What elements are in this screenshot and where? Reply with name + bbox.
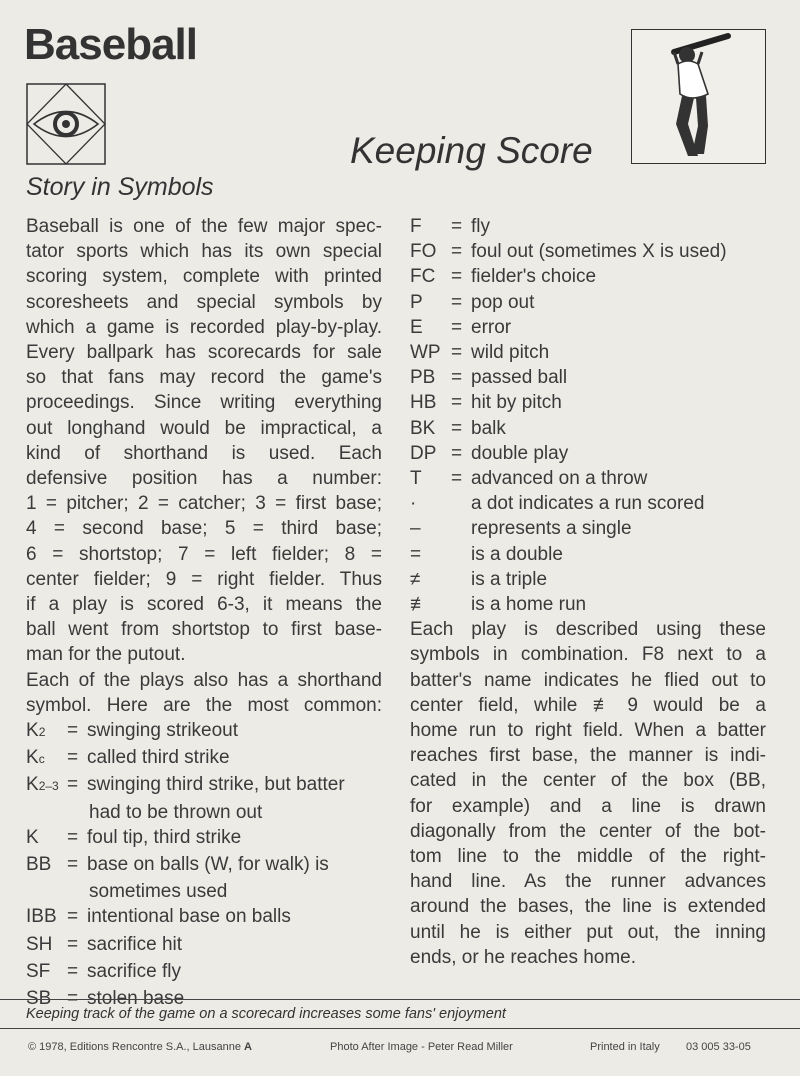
text-line: scoresheets and special symbols by [26,291,382,313]
symbol-code: SF [26,960,51,982]
text-line: batter's name indicates he flied out to [410,669,766,691]
text-line: hand line. As the runner advances [410,871,766,893]
symbol-code: FC [410,266,436,288]
symbol-row [410,441,766,466]
batter-photo [631,29,766,164]
symbol-row [410,390,766,415]
symbol-code: SH [26,933,53,955]
text-line: symbols in combination. F8 next to a [410,644,766,666]
symbol-row [26,852,382,879]
text-line: ball went from shortstop to first base- [26,619,382,641]
symbol-row [410,340,766,365]
symbol-row [26,718,382,745]
section-heading: Story in Symbols [26,173,214,201]
mark-row [410,516,766,541]
symbol-continuation: had to be thrown out [89,801,263,823]
equals-sign: = [451,216,463,237]
symbol-code: SB [26,988,52,1010]
text-line: Each play is described using these [410,619,766,641]
symbol-definition: intentional base on balls [87,906,291,928]
text-line: center fielder; 9 = right fielder. Thus [26,568,382,590]
text-line: until he is either put out, the inning [410,921,766,943]
symbol-definition: balk [471,417,506,439]
mark-row [410,567,766,592]
equals-sign: = [451,392,463,414]
symbol-definition: called third strike [87,747,230,769]
symbol-code: Kc [26,747,45,769]
symbol-definition: stolen base [87,988,185,1010]
card-title: Baseball [24,20,197,69]
symbol-row [410,416,766,441]
text-line: out longhand would be impractical, a [26,417,382,439]
equals-sign: = [67,826,79,848]
symbol-code: PB [410,367,436,389]
text-line: Baseball is one of the few major spec- [26,216,382,237]
text-line: defensive position has a number: [26,468,382,490]
mark-list [410,491,766,617]
symbol-definition: foul out (sometimes X is used) [471,241,727,263]
equals-sign: = [67,854,79,876]
text-line: around the bases, the line is extended [410,896,766,918]
caption-bottom-rule [0,1028,800,1029]
equals-sign: = [451,241,463,263]
symbol-code: K [26,826,39,848]
card-subtitle: Keeping Score [350,130,593,171]
footer-mark: A [244,1041,252,1053]
symbol-code: K2–3 [26,774,59,796]
symbol-row [410,466,766,491]
symbol-code: WP [410,342,441,364]
footer-photo-credit: Photo After Image - Peter Read Miller [330,1041,513,1053]
symbol-code: T [410,468,422,490]
single-line-symbol: – [410,518,421,540]
equals-sign: = [67,933,79,955]
home-run-symbol: ≢ [410,594,429,616]
text-line: tom line to the middle of the right- [410,846,766,868]
symbol-code: BB [26,854,52,876]
symbol-definition: passed ball [471,367,568,389]
batter-silhouette-icon [632,30,765,163]
text-line: man for the putout. [26,644,186,666]
explanation-paragraph [410,617,766,970]
text-line: 4 = second base; 5 = third base; [26,518,382,540]
equals-sign: = [67,960,79,982]
symbol-code: IBB [26,906,57,928]
symbol-definition: error [471,316,512,338]
symbol-row [410,239,766,264]
symbol-definition: advanced on a throw [471,468,648,490]
footer-printed: Printed in Italy [590,1041,660,1053]
text-line: Every ballpark has scorecards for sale [26,342,382,364]
double-line-symbol: = [410,543,422,565]
symbol-row [26,825,382,852]
equals-sign: = [451,442,463,464]
triple-line-symbol: ≠ [410,568,421,590]
symbol-definition: base on balls (W, for walk) is [87,854,329,876]
equals-sign: = [451,291,463,313]
footer-code: 03 005 33-05 [686,1041,751,1053]
symbol-list-right [410,214,766,491]
text-line: 1 = pitcher; 2 = catcher; 3 = first base; [26,493,382,515]
symbol-code: P [410,291,423,313]
symbol-definition: pop out [471,291,535,313]
text-line: which a game is recorded play-by-play. [26,316,382,338]
caption-top-rule [0,999,800,1000]
left-column [26,214,382,1013]
mark-row [410,592,766,617]
text-line: ends, or he reaches home. [410,946,637,968]
symbol-definition: foul tip, third strike [87,826,242,848]
symbol-code: F [410,216,422,237]
equals-sign: = [451,342,463,364]
text-line: center field, while ≢ 9 would be a [410,694,766,716]
symbol-definition: swinging third strike, but batter [87,774,345,796]
mark-row [410,491,766,516]
mark-definition: represents a single [471,518,632,540]
text-line: home run to right field. When a batter [410,720,766,742]
text-line: symbol. Here are the most common: [26,694,382,716]
text-line: kind of shorthand is used. Each [26,442,382,464]
symbol-row [26,772,382,799]
symbol-code: E [410,316,423,338]
intro-paragraph [26,214,382,718]
text-line: tator sports which has its own special [26,241,382,263]
equals-sign: = [451,367,463,389]
symbol-row [410,315,766,340]
text-line: reaches first base, the manner is indi- [410,745,766,767]
symbol-list-left [26,718,382,1013]
run-scored-dot-symbol: · [410,493,417,515]
text-line: for example) and a line is drawn [410,795,766,817]
symbol-code: HB [410,392,437,414]
symbol-code: DP [410,442,437,464]
equals-sign: = [67,906,79,928]
equals-sign: = [451,417,463,439]
mark-definition: is a triple [471,568,548,590]
footer-copyright: © 1978, Editions Rencontre S.A., Lausanne A [28,1041,252,1053]
symbol-row [26,932,382,959]
equals-sign: = [67,774,79,796]
symbol-definition: sacrifice fly [87,960,181,982]
symbol-definition: double play [471,442,569,464]
symbol-definition: fly [471,216,490,237]
symbol-row [410,264,766,289]
symbol-definition: sacrifice hit [87,933,183,955]
right-column [410,214,766,970]
mark-definition: is a home run [471,594,587,616]
symbol-definition: wild pitch [471,342,550,364]
symbol-row [410,365,766,390]
text-line: cated in the center of the box (BB, [410,770,766,792]
equals-sign: = [67,720,79,742]
mark-row [410,542,766,567]
caption: Keeping track of the game on a scorecard increases some fans' enjoyment [26,1006,506,1022]
symbol-row [26,745,382,772]
text-line: scoring system, complete with printed [26,266,382,288]
equals-sign: = [451,316,463,338]
symbol-definition: fielder's choice [471,266,597,288]
symbol-code: BK [410,417,436,439]
symbol-definition: hit by pitch [471,392,562,414]
symbol-row [410,214,766,239]
text-line: 6 = shortstop; 7 = left fielder; 8 = [26,543,382,565]
symbol-row [26,959,382,986]
symbol-row [410,290,766,315]
equals-sign: = [451,468,463,490]
text-line: diagonally from the center of the bot- [410,820,766,842]
symbol-continuation: sometimes used [89,881,228,903]
symbol-row [26,904,382,931]
text-line: Each of the plays also has a shorthand [26,669,382,691]
symbol-code: K2 [26,720,46,742]
equals-sign: = [451,266,463,288]
eye-logo-icon [26,83,106,165]
equals-sign: = [67,988,79,1010]
symbol-code: FO [410,241,437,263]
mark-definition: a dot indicates a run scored [471,493,705,515]
equals-sign: = [67,747,79,769]
text-line: so that fans may record the game's [26,367,382,389]
mark-definition: is a double [471,543,563,565]
text-line: if a play is scored 6-3, it means the [26,594,382,616]
text-line: proceedings. Since writing everything [26,392,382,414]
symbol-definition: swinging strikeout [87,720,239,742]
